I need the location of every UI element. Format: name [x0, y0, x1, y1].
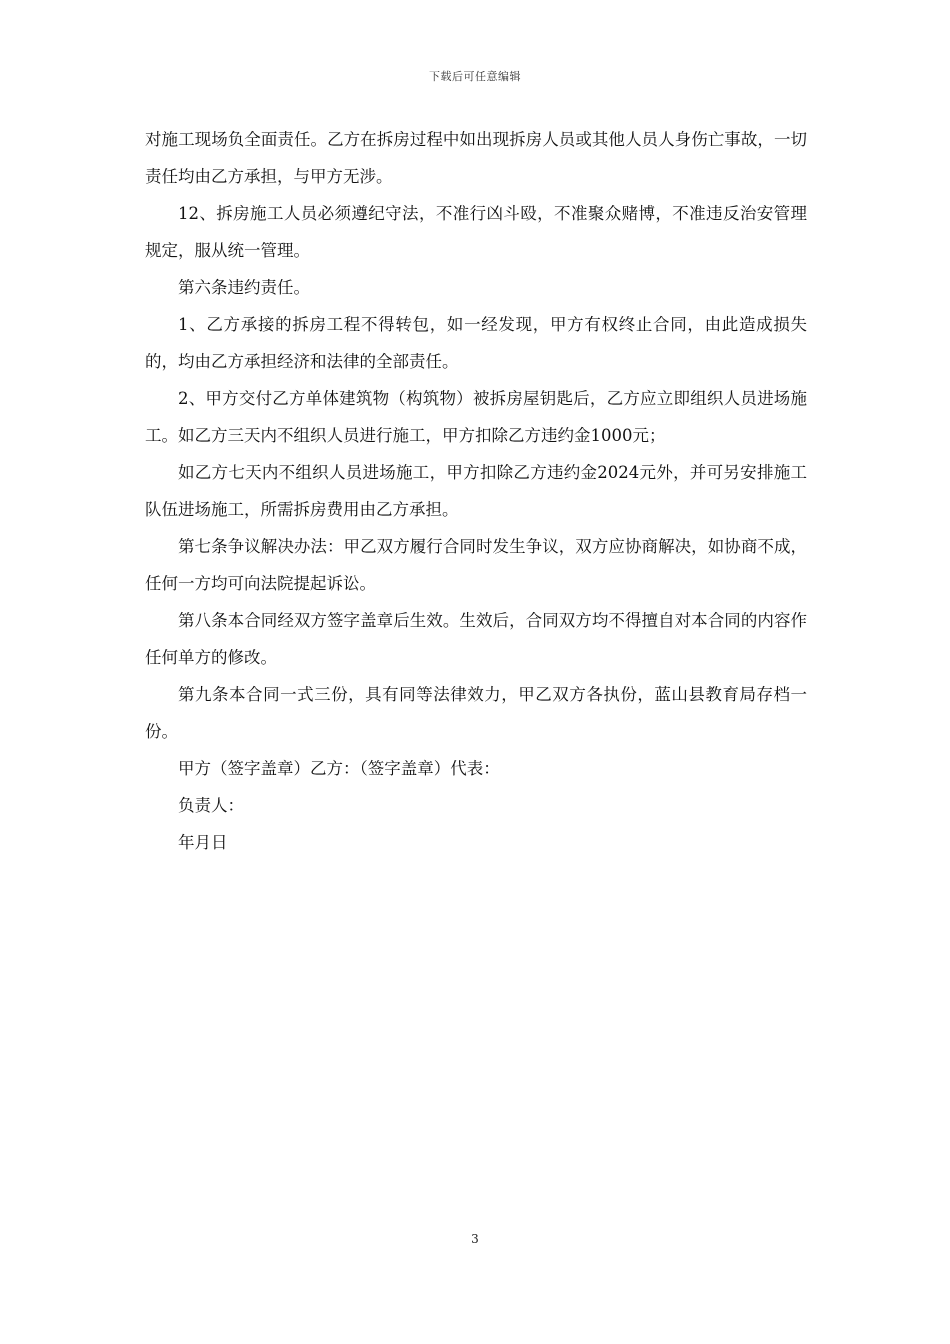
- signature-line-date: 年月日: [178, 833, 228, 852]
- paragraph-article-9: 第九条本合同一式三份，具有同等法律效力，甲乙双方各执份，蓝山县教育局存档一份。: [145, 685, 807, 741]
- paragraph-item-1: 1、乙方承接的拆房工程不得转包，如一经发现，甲方有权终止合同，由此造成损失的，均由乙方承担经济和法律的全部责任。: [145, 315, 807, 371]
- paragraph-item-2: 2、甲方交付乙方单体建筑物（构筑物）被拆房屋钥匙后，乙方应立即组织人员进场施工。如乙方三天内不组织人员进行施工，甲方扣除乙方违约金1000元；: [145, 389, 807, 445]
- signature-line-parties: 甲方（签字盖章）乙方：（签字盖章）代表：: [178, 759, 500, 778]
- page-number: 3: [471, 1232, 479, 1246]
- header-note: 下载后可任意编辑: [429, 70, 521, 83]
- paragraph-continuation: 对施工现场负全面责任。乙方在拆房过程中如出现拆房人员或其他人员人身伤亡事故，一切责任均由乙方承担，与甲方无涉。: [145, 130, 807, 186]
- signature-line-responsible: 负责人：: [178, 796, 244, 815]
- section-heading-article-6: 第六条违约责任。: [178, 278, 310, 297]
- paragraph-article-7: 第七条争议解决办法：甲乙双方履行合同时发生争议，双方应协商解决，如协商不成，任何一方均可向法院提起诉讼。: [145, 537, 807, 593]
- paragraph-seven-days: 如乙方七天内不组织人员进场施工，甲方扣除乙方违约金2024元外，并可另安排施工队伍进场施工，所需拆房费用由乙方承担。: [145, 463, 807, 519]
- paragraph-article-8: 第八条本合同经双方签字盖章后生效。生效后，合同双方均不得擅自对本合同的内容作任何单方的修改。: [145, 611, 807, 667]
- document-body: [145, 121, 807, 861]
- paragraph-item-12: 12、拆房施工人员必须遵纪守法，不准行凶斗殴，不准聚众赌博，不准违反治安管理规定，服从统一管理。: [145, 204, 807, 260]
